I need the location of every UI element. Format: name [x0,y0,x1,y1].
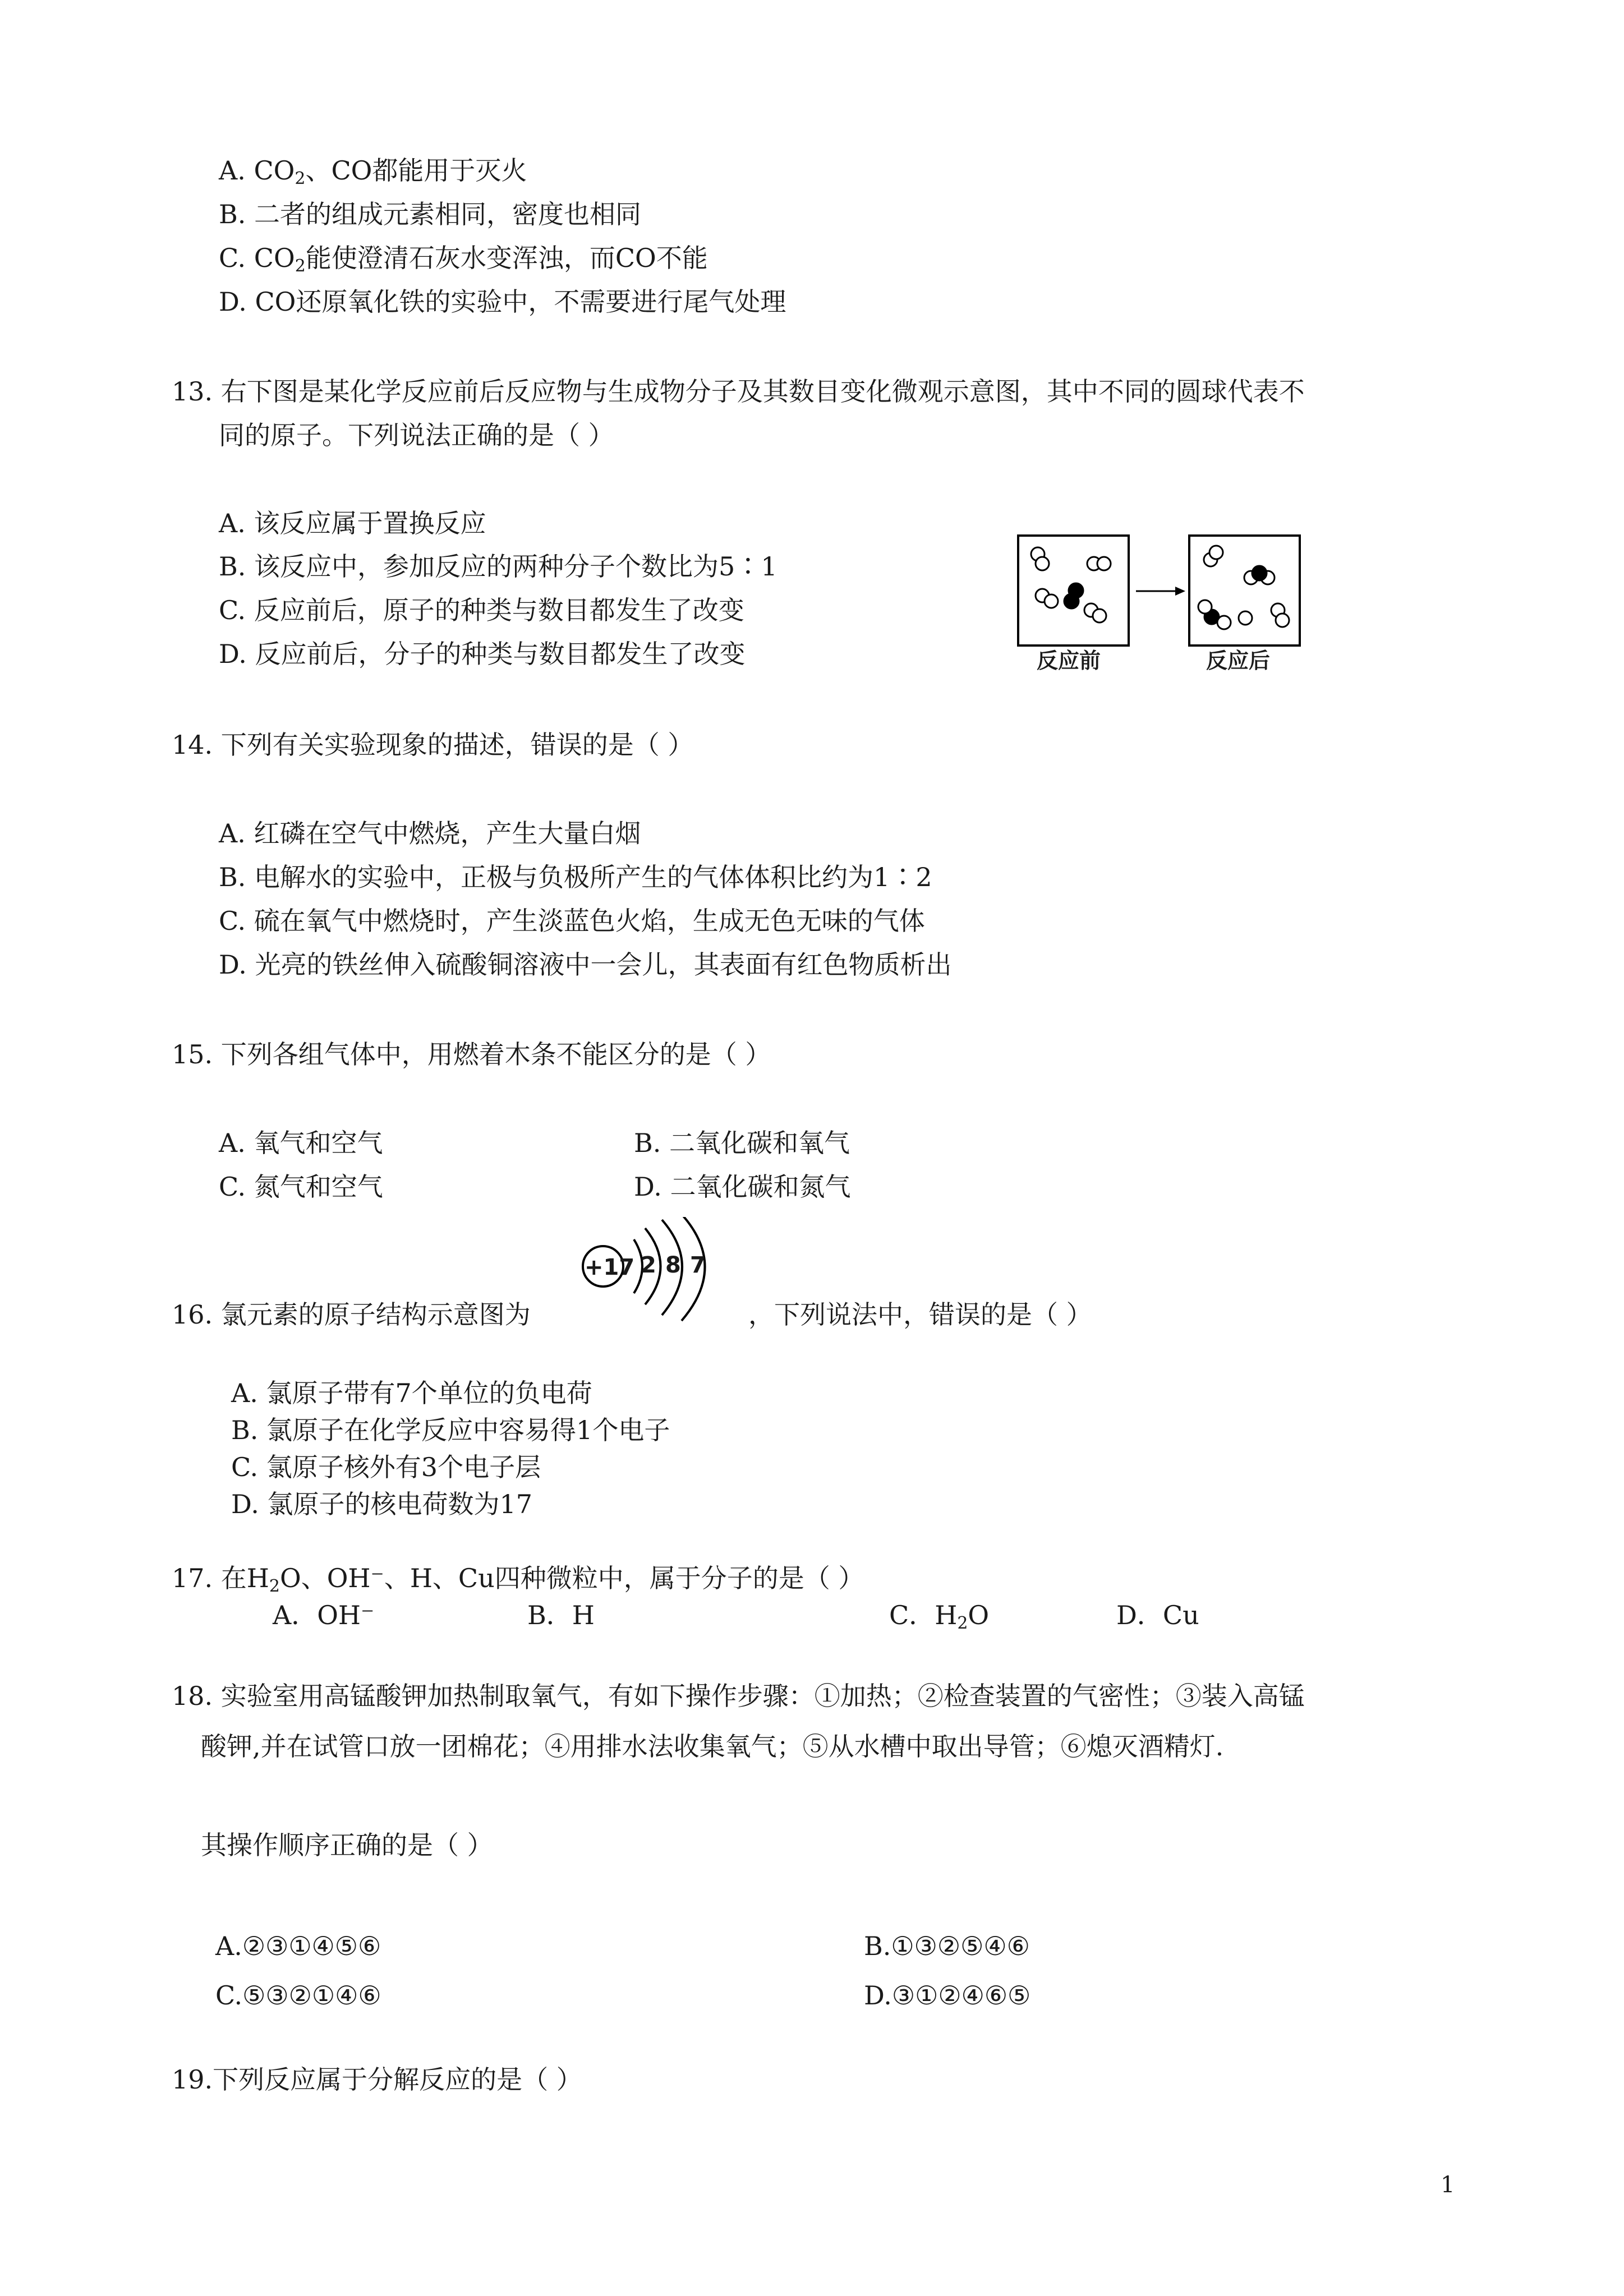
q13-option-b: B. 该反应中，参加反应的两种分子个数比为5∶1 [219,551,778,582]
q15-option-c: C. 氮气和空气 [219,1172,383,1202]
q17-option-c: C．$H_2O$ [889,1600,990,1633]
after-dark-atoms [1204,566,1267,624]
q16-option-b: B. 氯原子在化学反应中容易得1个电子 [231,1415,670,1445]
nucleus-charge: +17 [585,1255,635,1280]
q13-stem-line1: 13. 右下图是某化学反应前后反应物与生成物分子及其数目变化微观示意图，其中不同的圆球代表不 [172,376,1305,407]
reaction-diagram [1015,533,1307,679]
q15-option-a: A. 氧气和空气 [219,1128,383,1158]
after-box [1189,536,1300,646]
q18-option-d: D.③①②④⑥⑤ [864,1980,1031,2011]
q18-stem-line3: 其操作顺序正确的是（ ） [201,1830,493,1860]
q14-option-d: D. 光亮的铁丝伸入硫酸铜溶液中一会儿，其表面有红色物质析出 [219,949,952,980]
q16-stem-after: ，下列说法中，错误的是（ ） [748,1299,1092,1330]
page-number: 1 [1441,2172,1455,2198]
q18-option-c: C.⑤③②①④⑥ [215,1980,381,2011]
q14-stem: 14. 下列有关实验现象的描述，错误的是（ ） [172,730,694,760]
q16-option-d: D. 氯原子的核电荷数为17 [231,1489,533,1519]
chlorine-atom-structure [578,1217,746,1324]
q14-option-c: C. 硫在氧气中燃烧时，产生淡蓝色火焰，生成无色无味的气体 [219,906,925,936]
q18-stem-line1: 18. 实验室用高锰酸钾加热制取氧气，有如下操作步骤：①加热；②检查装置的气密性；③装入高锰 [172,1681,1305,1711]
shell-electrons-2: 8 [665,1252,681,1278]
q12-option-a: A. $CO_2$、CO都能用于灭火 [219,155,527,188]
q16-stem-before: 16. 氯元素的原子结构示意图为 [172,1299,531,1330]
shell-electrons-1: 2 [641,1252,656,1278]
q17-stem: 17. 在$H_2O$、OH⁻、H、Cu四种微粒中，属于分子的是（ ） [172,1563,864,1596]
label-after-reaction: 反应后 [1206,648,1271,673]
q15-stem: 15. 下列各组气体中，用燃着木条不能区分的是（ ） [172,1039,771,1069]
q12-option-c: C. $CO_2$能使澄清石灰水变浑浊，而CO不能 [219,243,708,276]
q14-option-a: A. 红磷在空气中燃烧，产生大量白烟 [219,818,641,849]
q18-option-b: B.①③②⑤④⑥ [864,1931,1030,1961]
q15-option-d: D. 二氧化碳和氮气 [634,1172,851,1202]
q13-option-c: C. 反应前后，原子的种类与数目都发生了改变 [219,595,744,625]
q16-option-a: A. 氯原子带有7个单位的负电荷 [231,1378,592,1408]
q12-option-d: D. CO还原氧化铁的实验中，不需要进行尾气处理 [219,287,786,317]
q17-option-a: A．OH⁻ [273,1600,375,1630]
q14-option-b: B. 电解水的实验中，正极与负极所产生的气体体积比约为1∶2 [219,862,932,892]
q15-option-b: B. 二氧化碳和氧气 [634,1128,850,1158]
before-dark-molecule [1064,583,1083,608]
shell-electrons-3: 7 [690,1252,706,1278]
q19-stem: 19.下列反应属于分解反应的是（ ） [172,2064,582,2095]
q13-option-d: D. 反应前后，分子的种类与数目都发生了改变 [219,639,746,669]
q17-option-d: D．Cu [1116,1600,1199,1630]
label-before-reaction: 反应前 [1037,648,1101,673]
q17-option-b: B．H [527,1600,595,1630]
q18-option-a: A.②③①④⑤⑥ [215,1931,381,1961]
q13-stem-line2: 同的原子。下列说法正确的是（ ） [219,420,614,450]
q12-option-b: B. 二者的组成元素相同，密度也相同 [219,199,642,229]
q13-option-a: A. 该反应属于置换反应 [219,508,486,538]
reaction-arrowhead [1175,587,1185,596]
q18-stem-line2: 酸钾,并在试管口放一团棉花；④用排水法收集氧气；⑤从水槽中取出导管；⑥熄灭酒精灯. [201,1731,1224,1762]
q16-option-c: C. 氯原子核外有3个电子层 [231,1452,541,1482]
